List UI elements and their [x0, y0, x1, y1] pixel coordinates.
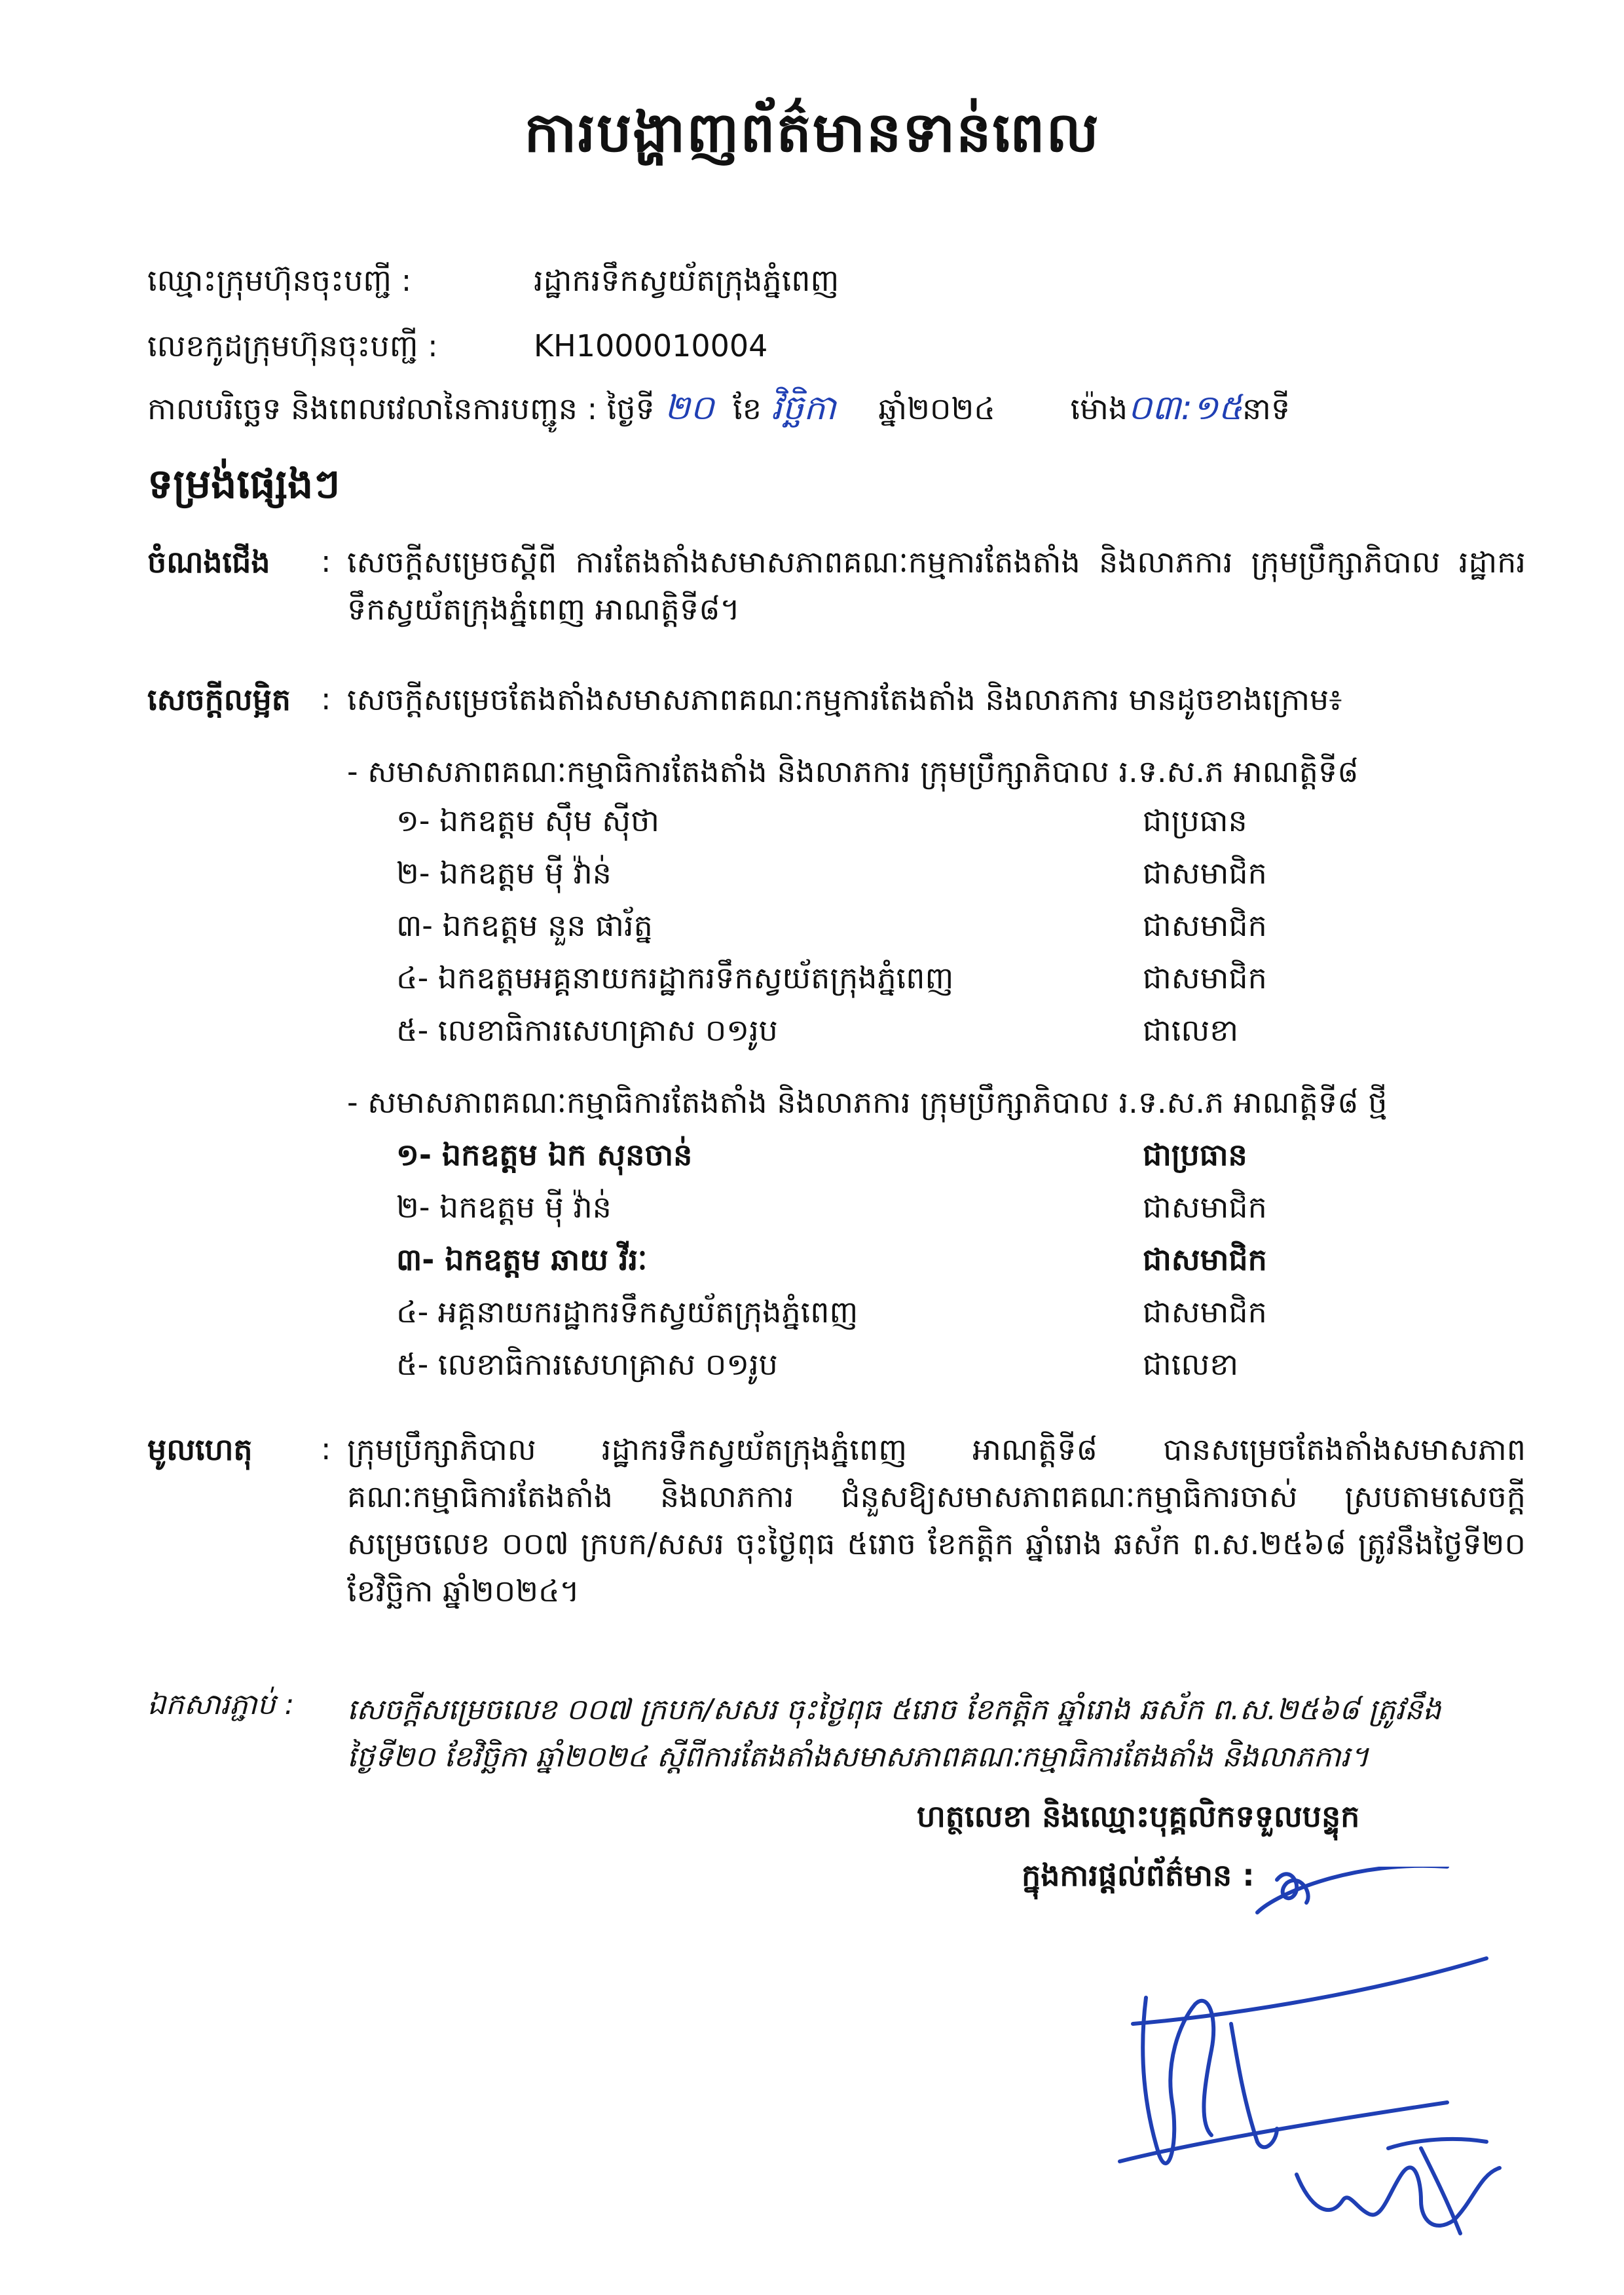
month-label: ខែ	[733, 391, 762, 426]
member-role: ជាសមាជិក	[1143, 1189, 1267, 1225]
day-label: ថ្ងៃទី	[606, 391, 655, 426]
list-item: ២- ឯកឧត្ដម មុី វ៉ាន់	[396, 1189, 612, 1225]
company-name-label: ឈ្មោះក្រុមហ៊ុនចុះបញ្ជី :	[147, 263, 412, 298]
company-name-value: រដ្ឋាករទឹកស្វយ័តក្រុងភ្នំពេញ	[534, 263, 840, 298]
reason-label: មូលហេតុ	[147, 1432, 253, 1467]
company-name-row	[147, 262, 839, 306]
signature-caption-line2: ក្នុងការផ្ដល់ព័ត៌មាន :	[1022, 1857, 1255, 1893]
list-item: ៥- លេខាធិការសេហគ្រាស ០១រូប	[396, 1013, 778, 1048]
submission-date-row	[147, 386, 1290, 436]
list-item: ៣- ឯកឧត្ដម នួន ផារ័ត្ន	[396, 908, 653, 943]
details-label: សេចក្ដីលម្អិត	[147, 682, 291, 717]
list-item: ៣- ឯកឧត្ដម ឆាយ វីរៈ	[396, 1242, 648, 1277]
list-item: ៥- លេខាធិការសេហគ្រាស ០១រូប	[396, 1347, 778, 1382]
year-value: ឆ្នាំ២០២៤	[878, 391, 995, 426]
list-item: ៤- ឯកឧត្ដមអគ្គនាយករដ្ឋាករទឹកស្វយ័តក្រុងភ្នំពេញ	[396, 960, 954, 996]
member-role: ជាលេខា	[1143, 1013, 1238, 1048]
list-item: ២- ឯកឧត្ដម មុី វ៉ាន់	[396, 855, 612, 891]
subject-text: សេចក្ដីសម្រេចស្ដីពី ការតែងតាំងសមាសភាពគណៈកម្មការតែងតាំង និងលាភការ ក្រុមប្រឹក្សាភិបាល រដ្ឋាករទឹកស្វយ័តក្រុងភ្នំពេញ អាណត្តិទី៨។	[347, 544, 1526, 627]
list-item: ១- ឯកឧត្ដម ស៊ឹម ស៊ីថា	[396, 803, 659, 838]
document-title: ការបង្ហាញព័ត៌មានទាន់ពេល	[524, 100, 1100, 164]
section-title: ទម្រង់ផ្សេងៗ	[147, 460, 341, 508]
company-code-row	[147, 327, 767, 371]
old-committee-heading: - សមាសភាពគណៈកម្មាធិការតែងតាំង និងលាភការ ក្រុមប្រឹក្សាភិបាល រ.ទ.ស.ភ អាណត្តិទី៨	[347, 754, 1359, 789]
member-role: ជាប្រធាន	[1143, 803, 1247, 838]
day-value: ២០	[664, 388, 714, 428]
reason-colon: :	[321, 1431, 331, 1466]
member-role: ជាសមាជិក	[1143, 855, 1267, 891]
member-role: ជាសមាជិក	[1143, 1294, 1267, 1330]
month-value: វិច្ឆិកា	[771, 388, 836, 428]
details-intro: សេចក្ដីសម្រេចតែងតាំងសមាសភាពគណៈកម្មការតែងតាំង និងលាភការ មានដូចខាងក្រោម៖	[347, 682, 1342, 717]
details-colon: :	[321, 681, 331, 717]
attachment-label: ឯកសារភ្ជាប់ :	[147, 1688, 295, 1721]
new-committee-heading: - សមាសភាពគណៈកម្មាធិការតែងតាំង និងលាភការ ក្រុមប្រឹក្សាភិបាល រ.ទ.ស.ភ អាណត្តិទី៨ ថ្មី	[347, 1085, 1388, 1120]
handwritten-signature	[1080, 1867, 1552, 2247]
member-role: ជាលេខា	[1143, 1347, 1238, 1382]
company-code-value: KH1000010004	[534, 328, 768, 364]
member-role: ជាសមាជិក	[1143, 1242, 1267, 1277]
member-role: ជាសមាជិក	[1143, 908, 1267, 943]
attachment-text: សេចក្ដីសម្រេចលេខ ០០៧ ក្របក/សសរ ចុះថ្ងៃពុធ ៥រោច ខែកត្ដិក ឆ្នាំរោង ឆស័ក ព.ស.២៥៦៨ ត្រូវនឹងថ្ងៃទី២០ ខែវិច្ឆិកា ឆ្នាំ២០២៤ ស្ដីពីការតែងតាំងសមាសភាពគណៈកម្មាធិការតែងតាំង និងលាភការ។	[347, 1693, 1441, 1774]
time-value: ០៣:១៥	[1128, 388, 1243, 428]
member-role: ជាសមាជិក	[1143, 960, 1267, 996]
subject-colon: :	[321, 544, 331, 579]
time-suffix: នាទី	[1242, 391, 1291, 426]
signature-caption-line1: ហត្ថលេខា និងឈ្មោះបុគ្គលិកទទួលបន្ទុក	[917, 1799, 1360, 1834]
submission-date-label: កាលបរិច្ឆេទ និងពេលវេលានៃការបញ្ជូន :	[147, 391, 598, 426]
company-code-label: លេខកូដក្រុមហ៊ុនចុះបញ្ជី :	[147, 328, 438, 364]
member-role: ជាប្រធាន	[1143, 1137, 1247, 1172]
subject-label: ចំណងជើង	[147, 544, 270, 580]
reason-text: ក្រុមប្រឹក្សាភិបាល រដ្ឋាករទឹកស្វយ័តក្រុងភ្នំពេញ អាណត្តិទី៨ បានសម្រេចតែងតាំងសមាសភាពគណៈកម្មាធិការតែងតាំង និងលាភការ ជំនួសឱ្យសមាសភាពគណៈកម្មាធិការចាស់ ស្របតាមសេចក្ដីសម្រេចលេខ ០០៧ ក្របក/សសរ ចុះថ្ងៃពុធ ៥រោច ខែកត្ដិក ឆ្នាំរោង ឆស័ក ព.ស.២៥៦៨ ត្រូវនឹងថ្ងៃទី២០ ខែវិច្ឆិកា ឆ្នាំ២០២៤។	[347, 1432, 1526, 1609]
time-label: ម៉ោង	[1070, 391, 1128, 426]
list-item: ១- ឯកឧត្ដម ឯក សុនចាន់	[396, 1137, 693, 1172]
list-item: ៤- អគ្គនាយករដ្ឋាករទឹកស្វយ័តក្រុងភ្នំពេញ	[396, 1294, 858, 1330]
